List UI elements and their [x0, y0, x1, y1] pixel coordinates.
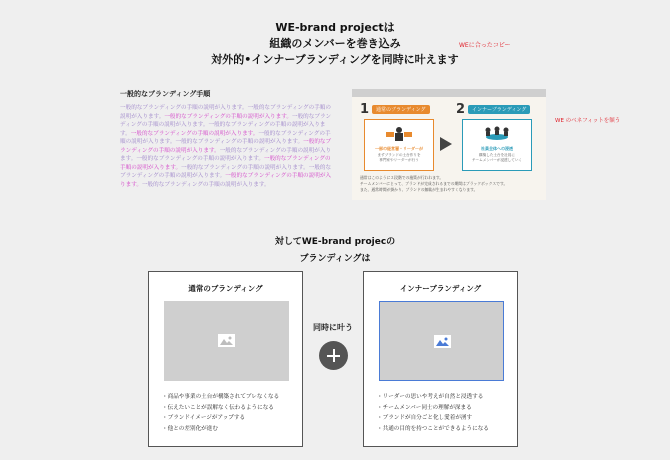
simultaneous-label: 同時に叶う — [313, 323, 353, 332]
section-line-2: ブランディングは — [299, 254, 371, 264]
step-2-number: 2 — [456, 102, 466, 117]
list-item: ・共通の目的を持つことができるようになる — [377, 425, 489, 432]
normal-branding-card — [148, 271, 303, 447]
step-1-header — [360, 103, 430, 116]
step-2-caption: 社員全体への浸透 — [481, 146, 513, 151]
section-heading — [0, 234, 670, 268]
image-icon — [434, 335, 451, 348]
benefit-list — [162, 392, 296, 434]
intro-text: 一般的なブランディングの手順の説明が入ります。 — [141, 181, 270, 188]
image-icon — [218, 334, 235, 347]
team-meeting-icon — [480, 126, 514, 142]
intro-text: 一般的なブランディングの手順の説明が入ります。一般的なブランディングの手順の説明が入ります。 — [120, 113, 332, 137]
list-item: ・伝えたいことが誤解なく伝わるようになる — [162, 404, 274, 411]
section-line-1: 対してWE-brand projecの — [274, 237, 396, 247]
image-placeholder — [164, 301, 289, 381]
list-item: ・リーダーの思いや考えが自然と浸透する — [377, 394, 484, 400]
step-2-tag: インナーブランディング — [468, 105, 530, 114]
intro-text: 一般的なブランディングの手順の説明が入ります。一般的なブランディングの手順の説明が入ります。 — [120, 147, 332, 162]
panel-footnote-line: チームメンバーにとって、ブランドが完成されるまでの期間はブラックボックスです。 — [360, 181, 508, 186]
intro-text: 一般的なブランディングの手順の説明が入ります。 — [120, 139, 332, 154]
intro-text: 一般的なブランディングの手順の説明が入ります。 — [130, 130, 259, 137]
step-1-sub: まずブランドの土台作りを 専門家やリーダーが行う — [377, 153, 421, 162]
hero-line-2: 組織のメンバーを巻き込み — [269, 37, 401, 50]
list-item: ・ブランドイメージがアップする — [162, 415, 246, 421]
plus-icon — [319, 341, 348, 370]
step-2-sub: 構築した土台を社員に チームメンバーが浸透していく — [471, 153, 523, 162]
image-placeholder — [379, 301, 504, 381]
hero-line-3: 対外的•インナーブランディングを同時に叶えます — [211, 53, 459, 66]
intro-text: 一般的なブランディングの手順の説明が入ります。一般的なブランディングの手順の説明が入ります。 — [120, 105, 331, 120]
list-item: ・他との差別化が進む — [162, 425, 218, 432]
card-title: インナーブランディング — [399, 284, 482, 293]
branding-steps-panel — [352, 89, 546, 200]
panel-footnote-line: また、通常時間が掛かり、ブランドの無駄が生まれやすくなります。 — [360, 187, 478, 192]
intro-text: 一般的なブランディングの手順の説明が入ります。一般的なブランディングの手順の説明が入ります。 — [120, 164, 332, 179]
hero-heading — [0, 20, 670, 68]
panel-footnote-line: 通常はこのように２段階での施策が行われます。 — [360, 175, 444, 180]
step-1-number: 1 — [360, 102, 370, 117]
step-1-caption: 一部の経営層・リーダーが — [375, 146, 423, 151]
intro-text: 一般的なブランディングの手順の説明が入ります。一般的なブランディングの手順の説明が入ります。 — [120, 130, 331, 145]
intro-body — [120, 104, 334, 189]
step-2-box — [462, 119, 532, 171]
list-item: ・チームメンバー同士の理解が深まる — [377, 404, 472, 411]
leader-figure-icon — [382, 126, 416, 142]
benefit-annotation: WE のベネフィットを額う — [555, 118, 621, 124]
hero-line-1: WE-brand projectは — [275, 21, 395, 34]
arrow-right-icon — [440, 137, 452, 151]
copy-annotation: WEに合ったコピー — [459, 42, 511, 49]
card-title: 通常のブランディング — [188, 284, 263, 293]
intro-text: 一般的なブランディングの手順の説明が入ります。 — [164, 113, 292, 120]
intro-text: 一般的なブランディングの手順の説明が入ります。 — [120, 156, 331, 171]
list-item: ・ブランドが自分ごと化し愛着が湧す — [377, 415, 473, 421]
step-2-header — [456, 103, 530, 116]
step-1-box — [364, 119, 434, 171]
intro-title: 一般的なブランディング手順 — [120, 90, 211, 98]
list-item: ・商品や事業の土台が構築されてブレなくなる — [162, 394, 280, 400]
benefit-list — [377, 392, 511, 434]
inner-branding-card — [363, 271, 518, 447]
panel-footnote — [360, 175, 540, 193]
step-1-tag: 通常のブランディング — [372, 105, 430, 114]
intro-text: 一般的なブランディングの手順の説明が入ります。 — [120, 173, 332, 188]
